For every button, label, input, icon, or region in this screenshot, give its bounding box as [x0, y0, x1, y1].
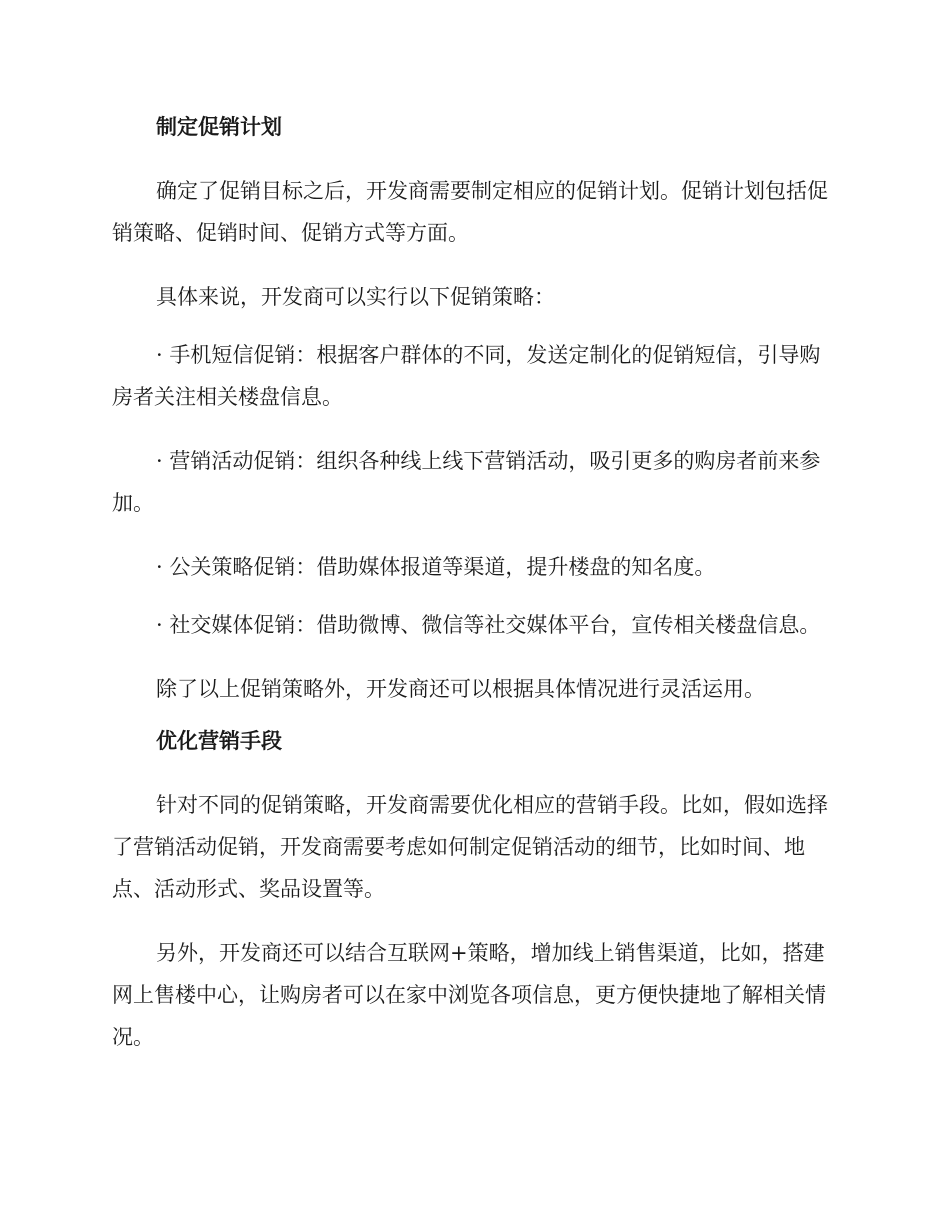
paragraph-optimize-marketing-intro: 针对不同的促销策略，开发商需要优化相应的营销手段。比如，假如选择了营销活动促销，开发商需要考虑如何制定促销活动的细节，比如时间、地点、活动形式、奖品设置等。 [112, 793, 828, 901]
list-item-event-promotion: · 营销活动促销：组织各种线上线下营销活动，吸引更多的购房者前来参加。 [112, 449, 821, 515]
list-item-pr-promotion: · 公关策略促销：借助媒体报道等渠道，提升楼盘的知名度。 [156, 555, 716, 579]
list-item-sms-promotion: · 手机短信促销：根据客户群体的不同，发送定制化的促销短信，引导购房者关注相关楼盘信息。 [112, 343, 821, 409]
paragraph-flexible-use: 除了以上促销策略外，开发商还可以根据具体情况进行灵活运用。 [156, 677, 765, 701]
list-item-social-media-promotion: · 社交媒体促销：借助微博、微信等社交媒体平台，宣传相关楼盘信息。 [156, 613, 821, 637]
paragraph-strategy-lead: 具体来说，开发商可以实行以下促销策略： [156, 285, 555, 309]
paragraph-promotion-plan-intro: 确定了促销目标之后，开发商需要制定相应的促销计划。促销计划包括促销策略、促销时间、促销方式等方面。 [112, 179, 828, 245]
section-heading-optimize-marketing: 优化营销手段 [156, 729, 282, 753]
section-heading-promotion-plan: 制定促销计划 [156, 115, 282, 139]
paragraph-online-channels: 另外，开发商还可以结合互联网+策略，增加线上销售渠道，比如，搭建网上售楼中心，让购房者可以在家中浏览各项信息，更方便快捷地了解相关情况。 [112, 941, 826, 1049]
